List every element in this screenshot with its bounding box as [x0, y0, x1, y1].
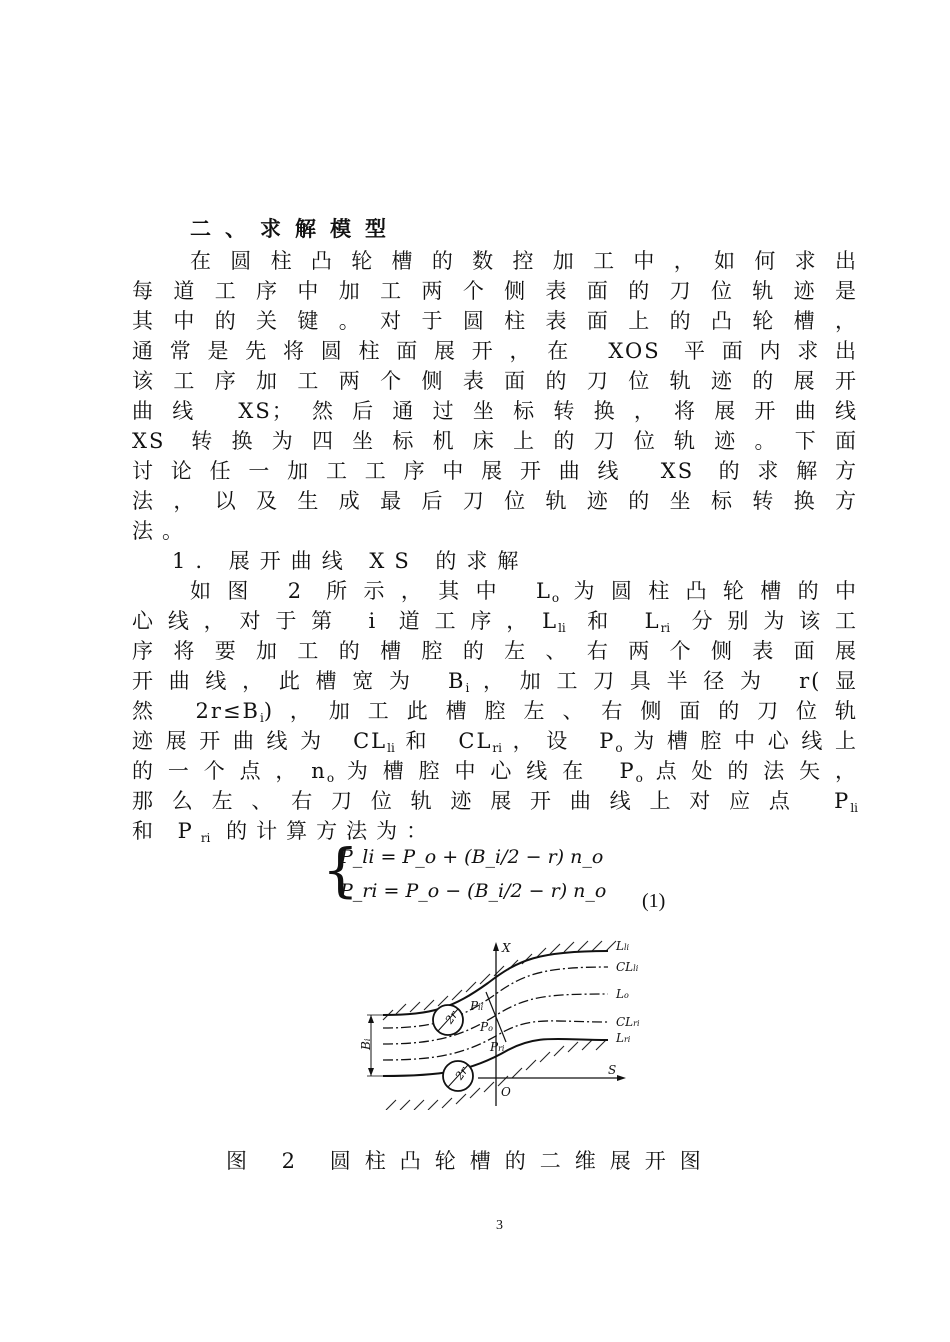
x-axis-arrow	[493, 942, 499, 951]
cam-groove-diagram	[358, 938, 658, 1110]
text-line: 和 $P_{ri}$ 的计算方法为：	[132, 819, 437, 845]
lli-label: Lli	[616, 939, 630, 953]
text-line: 法，以及生成最后刀位轨迹的坐标转换方	[132, 489, 858, 513]
po-label: Po	[480, 1020, 493, 1034]
text-line: 曲线 XS；然后通过坐标转换，将展开曲线	[132, 399, 858, 423]
left-brace: {	[322, 836, 359, 904]
text-line: 每道工序中加工两个侧表面的刀位轨迹是	[132, 279, 858, 303]
text-line: 在圆柱凸轮槽的数控加工中，如何求出	[190, 249, 858, 273]
x-axis-label: X	[502, 941, 511, 955]
tool-diameter-lower-label: 2r	[452, 1064, 471, 1083]
equation-line-1: P_li = P_o + (B_i/2 − r) n_o	[340, 846, 604, 868]
text-line: 然 $2r\le B_i$)，加工此槽腔左、右侧面的刀位轨	[132, 699, 858, 725]
s-axis-arrow	[617, 1075, 626, 1081]
text-line: 心线，对于第 i 道工序，$L_{li}$ 和 $L_{ri}$ 分别为该工	[132, 609, 858, 635]
text-line: 通常是先将圆柱面展开，在 XOS 平面内求出	[132, 339, 858, 363]
text-line: 如图 2 所示，其中 $L_o$为圆柱凸轮槽的中	[190, 579, 858, 605]
lri-label: Lri	[616, 1031, 631, 1045]
equation-number: (1)	[642, 890, 666, 912]
lo-label: Lo	[616, 987, 629, 1001]
tool-diameter-upper-label: 2r	[442, 1008, 461, 1027]
text-line: 该工序加工两个侧表面的刀位轨迹的展开	[132, 369, 858, 393]
text-line: 讨论任一加工工序中展开曲线 XS 的求解方	[132, 459, 858, 483]
origin-label: O	[501, 1085, 511, 1099]
pli-label: Pli	[470, 999, 484, 1013]
figure-caption: 图 2 圆柱凸轮槽的二维展开图	[226, 1149, 715, 1173]
text-line: 迹展开曲线为 $CL_{li}$和 $CL_{ri}$，设 $P_o$为槽腔中心线上	[132, 729, 858, 755]
text-line: 序将要加工的槽腔的左、右两个侧表面展	[132, 639, 858, 663]
pri-label: Pri	[490, 1040, 505, 1054]
text-line: 的一个点，$n_o$为槽腔中心线在 $P_o$点处的法矢，	[132, 759, 858, 785]
subsection-heading: 1. 展开曲线 XS 的求解	[172, 549, 529, 573]
text-line: 法。	[132, 519, 192, 543]
page-number: 3	[496, 1218, 503, 1233]
text-line: 开曲线，此槽宽为 $B_i$，加工刀具半径为 r(显	[132, 669, 859, 695]
text-line: XS 转换为四坐标机床上的刀位轨迹。下面	[132, 429, 858, 453]
clri-label: CLri	[616, 1015, 640, 1029]
hatching-upper	[383, 941, 616, 1020]
width-label: Bi	[359, 1038, 373, 1050]
s-axis-label: S	[608, 1063, 617, 1077]
clli-label: CLli	[616, 960, 639, 974]
equation-1	[322, 836, 682, 912]
text-line: 那么左、右刀位轨迹展开曲线上对应点 $P_{li}$	[132, 789, 858, 815]
section-heading: 二、求解模型	[190, 216, 400, 241]
equation-line-2: P_ri = P_o − (B_i/2 − r) n_o	[340, 880, 607, 902]
text-line: 其中的关键。对于圆柱表面上的凸轮槽，	[132, 309, 858, 333]
